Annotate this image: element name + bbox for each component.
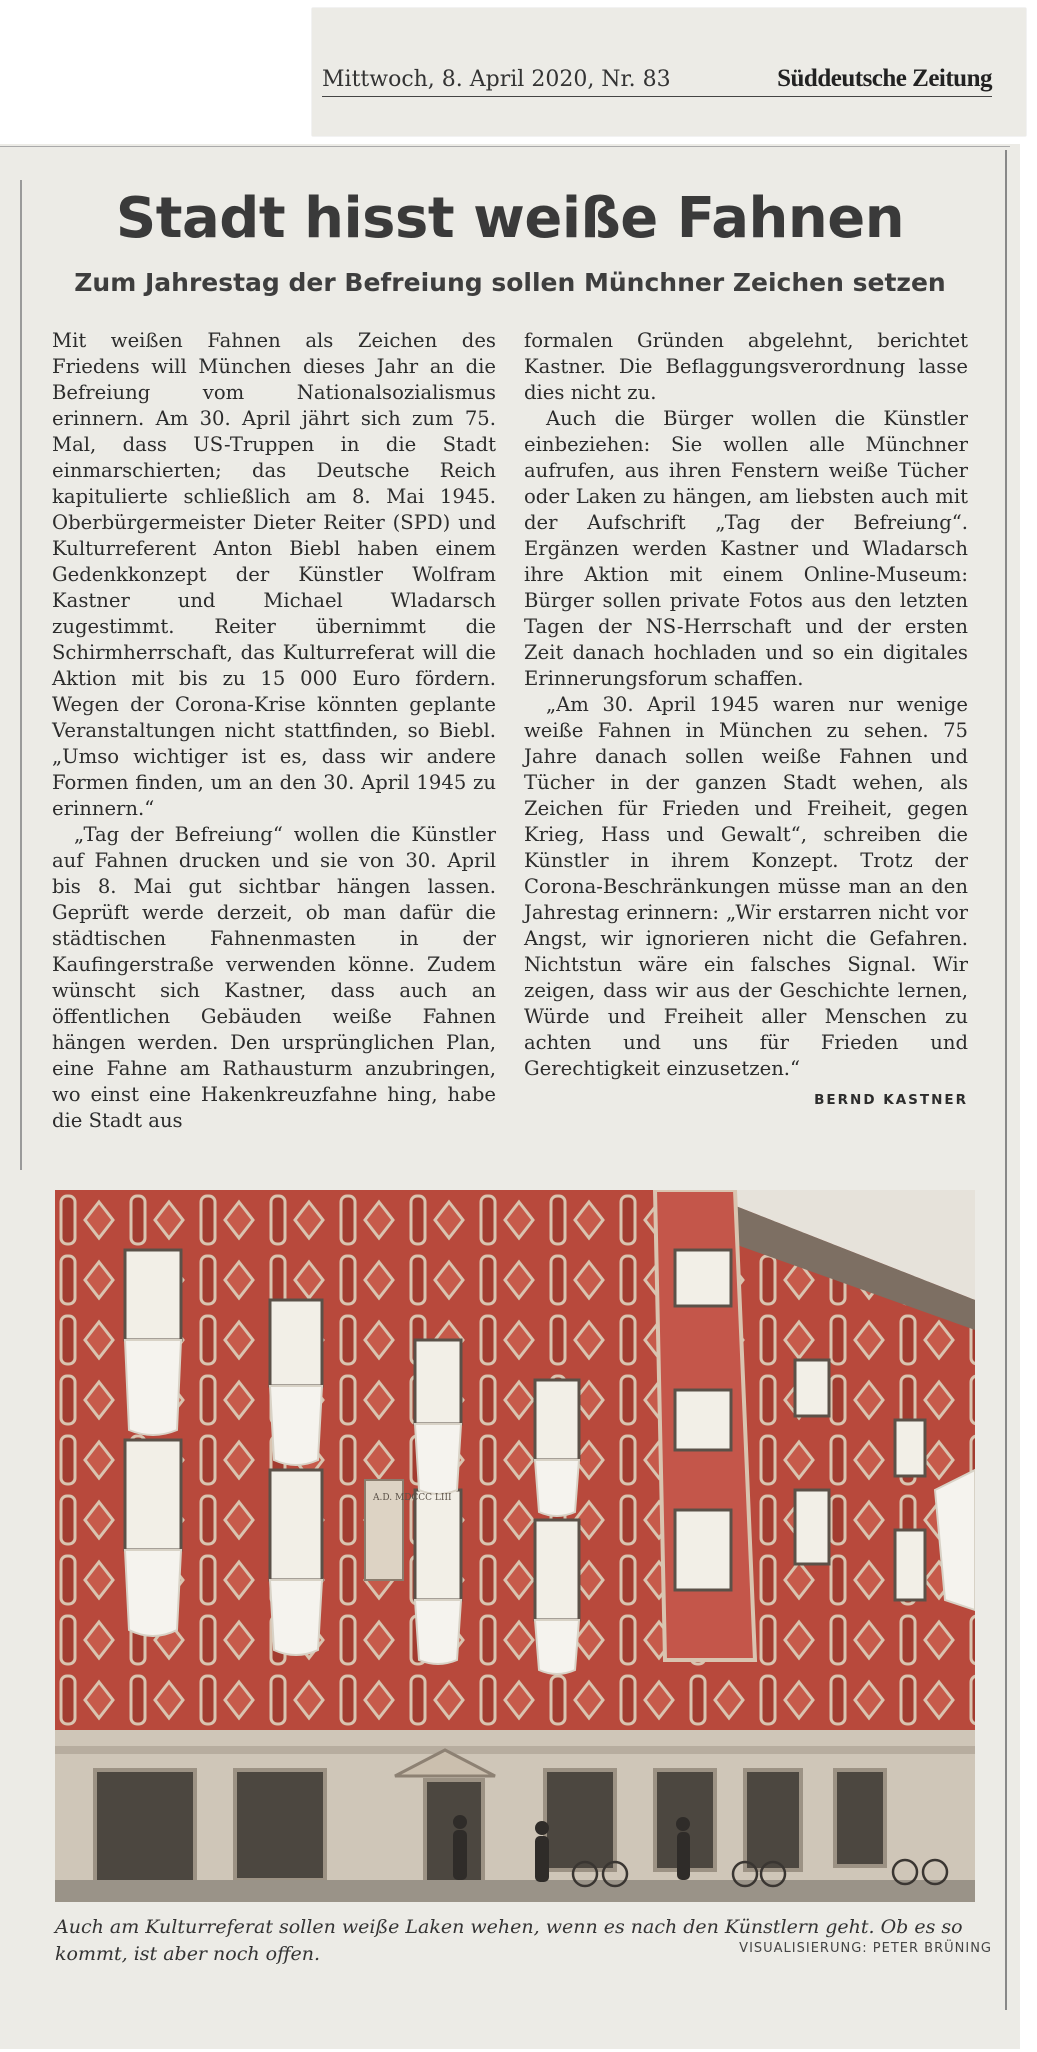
paragraph: [524, 692, 968, 1108]
headline: Stadt hisst weiße Fahnen: [115, 186, 905, 251]
paragraph: formalen Gründen abgelehnt, berichtet Kastner. Die Beflaggungsverordnung lasse dies nicht zu.: [524, 329, 968, 404]
paragraph-text: „Am 30. April 1945 waren nur wenige weiße Fahnen in München zu sehen. 75 Jahre danach sollen weiße Fahnen und Tücher in der ganzen Stadt wehen, als Zeichen für Frieden und Freiheit, gegen Krieg, Hass und Gewalt“, schreiben die Künstler in ihrem Konzept. Trotz der Corona-Beschränkungen müsse man an den Jahrestag erinnern: „Wir erstarren nicht vor Angst, wir ignorieren nicht die Gefahren. Nichtstun wäre ein falsches Signal. Wir zeigen, dass wir aus der Geschichte lernen, Würde und Freiheit aller Menschen zu achten und uns für Frieden und Gerechtigkeit einzusetzen.“: [524, 693, 968, 1080]
building-photo: [55, 1190, 975, 1902]
masthead-date: Mittwoch, 8. April 2020, Nr. 83: [322, 66, 671, 92]
newspaper-name: Süddeutsche Zeitung: [777, 65, 992, 92]
photo-caption: Auch am Kulturreferat sollen weiße Laken wehen, wenn es nach den Künstlern geht. Ob es so kommt, ist aber noch offen.: [55, 1916, 963, 1965]
author-byline: BERND KASTNER: [814, 1092, 968, 1108]
article-column-left: [52, 328, 496, 1134]
frame-line-top: [0, 146, 1010, 147]
frame-line-right: [1005, 150, 1007, 2010]
frame-line-left: [20, 180, 22, 1170]
paragraph: Mit weißen Fahnen als Zeichen des Friedens will München dieses Jahr an die Befreiung vom Nationalsozialismus erinnern. Am 30. April jährt sich zum 75. Mal, dass US-Truppen in die Stadt einmarschierten; das Deutsche Reich kapitulierte schließlich am 8. Mai 1945. Oberbürgermeister Dieter Reiter (SPD) und Kulturreferent Anton Biebl haben einem Gedenkkonzept der Künstler Wolfram Kastner und Michael Wladarsch zugestimmt. Reiter übernimmt die Schirmherrschaft, das Kulturreferat will die Aktion mit bis zu 15 000 Euro fördern. Wegen der Corona-Krise könnten geplante Veranstaltungen nicht stattfinden, so Biebl. „Umso wichtiger ist es, dass wir andere Formen finden, um an den 30. April 1945 zu erinnern.“: [52, 329, 496, 820]
facade-illustration: [55, 1190, 975, 1902]
article-column-right: [524, 328, 968, 1113]
paragraph: „Tag der Befreiung“ wollen die Künstler auf Fahnen drucken und sie von 30. April bis 8. Mai gut sichtbar hängen lassen. Geprüft werde derzeit, ob man dafür die städtischen Fahnenmasten in der Kaufingerstraße verwenden könne. Zudem wünscht sich Kastner, dass auch an öffentlichen Gebäuden weiße Fahnen hängen werden. Den ursprünglichen Plan, eine Fahne am Rathausturm anzubringen, wo einst eine Hakenkreuzfahne hing, habe die Stadt aus: [52, 823, 496, 1132]
plaque-inscription: A.D. MDCCC LIII: [373, 1493, 452, 1503]
photo-credit: VISUALISIERUNG: PETER BRÜNING: [739, 1941, 992, 1956]
masthead: [322, 62, 992, 97]
paragraph: Auch die Bürger wollen die Künstler einbeziehen: Sie wollen alle Münchner aufrufen, aus ihren Fenstern weiße Tücher oder Laken zu hängen, am liebsten auch mit der Aufschrift „Tag der Befreiung“. Ergänzen werden Kastner und Wladarsch ihre Aktion mit einem Online-Museum: Bürger sollen private Fotos aus den letzten Tagen der NS-Herrschaft und der ersten Zeit danach hochladen und so ein digitales Erinnerungsforum schaffen.: [524, 407, 968, 690]
subheadline: Zum Jahrestag der Befreiung sollen Münchner Zeichen setzen: [74, 268, 946, 297]
